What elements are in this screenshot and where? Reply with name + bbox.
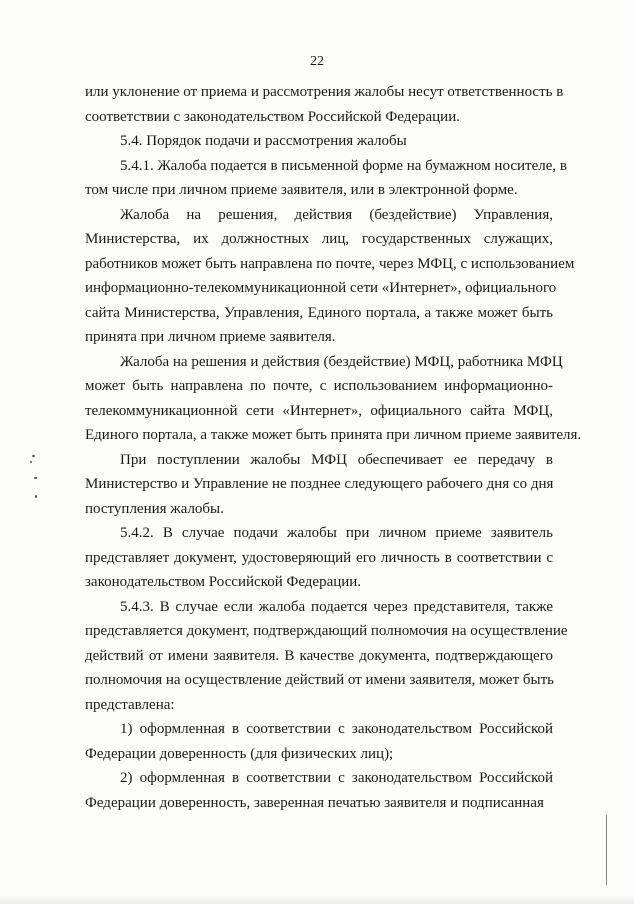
paragraph bbox=[85, 203, 575, 350]
margin-scan-marks bbox=[28, 455, 40, 505]
text-line: представлена: bbox=[85, 696, 175, 713]
text-line: информационно-телекоммуникационной сети «Интернет», официального bbox=[85, 280, 557, 296]
text-line: Единого портала, а также может быть принята при личном приеме заявителя. bbox=[85, 427, 582, 443]
paragraph bbox=[85, 448, 553, 522]
text-line: или уклонение от приема и рассмотрения жалобы несут ответственность в bbox=[85, 84, 564, 100]
text-line: принята при личном приеме заявителя. bbox=[85, 329, 336, 345]
text-line: 1) оформленная в соответствии с законодательством Российской bbox=[120, 721, 553, 737]
text-line: может быть направлена по почте, с использованием информационно- bbox=[85, 378, 553, 394]
text-line: телекоммуникационной сети «Интернет», официального сайта МФЦ, bbox=[85, 402, 553, 419]
scan-bottom-edge bbox=[0, 895, 634, 904]
paragraph bbox=[85, 521, 553, 595]
text-line: сайта Министерства, Управления, Единого портала, а также может быть bbox=[85, 304, 553, 321]
text-line: том числе при личном приеме заявителя, или в электронной форме. bbox=[85, 182, 518, 198]
document-body bbox=[85, 80, 582, 815]
text-line: 2) оформленная в соответствии с законодательством Российской bbox=[120, 770, 553, 786]
text-line: действий от имени заявителя. В качестве документа, подтверждающего bbox=[85, 647, 553, 664]
paragraph bbox=[85, 80, 564, 129]
text-line: полномочия на осуществление действий от имени заявителя, может быть bbox=[85, 672, 554, 688]
page-number: 22 bbox=[310, 54, 324, 69]
paragraph bbox=[85, 595, 568, 718]
text-line: соответствии с законодательством Российской Федерации. bbox=[85, 108, 460, 125]
text-line: 5.4.3. В случае если жалоба подается через представителя, также bbox=[120, 598, 553, 615]
text-line: Министерство и Управление не позднее следующего рабочего дня со дня bbox=[85, 476, 554, 492]
text-line: Жалоба на решения, действия (бездействие) Управления, bbox=[120, 206, 553, 223]
text-line: поступления жалобы. bbox=[85, 500, 224, 517]
text-line: работников может быть направлена по почте, через МФЦ, с использованием bbox=[85, 255, 575, 272]
text-line: Федерации доверенность, заверенная печатью заявителя и подписанная bbox=[85, 794, 544, 811]
paragraph bbox=[85, 129, 553, 154]
text-line: 5.4. Порядок подачи и рассмотрения жалобы bbox=[120, 133, 407, 149]
text-line: законодательством Российской Федерации. bbox=[85, 574, 362, 590]
paragraph bbox=[85, 717, 553, 766]
text-line: представляется документ, подтверждающий полномочия на осуществление bbox=[85, 623, 568, 639]
scan-edge-line bbox=[606, 815, 607, 885]
text-line: Министерства, их должностных лиц, государственных служащих, bbox=[85, 231, 553, 247]
text-line: Жалоба на решения и действия (бездействие) МФЦ, работника МФЦ bbox=[120, 353, 563, 370]
text-line: Федерации доверенность (для физических лиц); bbox=[85, 745, 394, 762]
text-line: представляет документ, удостоверяющий его личность в соответствии с bbox=[85, 549, 553, 566]
text-line: 5.4.1. Жалоба подается в письменной форме на бумажном носителе, в bbox=[120, 157, 567, 174]
text-line: При поступлении жалобы МФЦ обеспечивает ее передачу в bbox=[120, 451, 553, 468]
text-line: 5.4.2. В случае подачи жалобы при личном приеме заявитель bbox=[120, 525, 553, 541]
paragraph bbox=[85, 766, 553, 815]
paragraph bbox=[85, 154, 567, 203]
paragraph bbox=[85, 350, 582, 448]
